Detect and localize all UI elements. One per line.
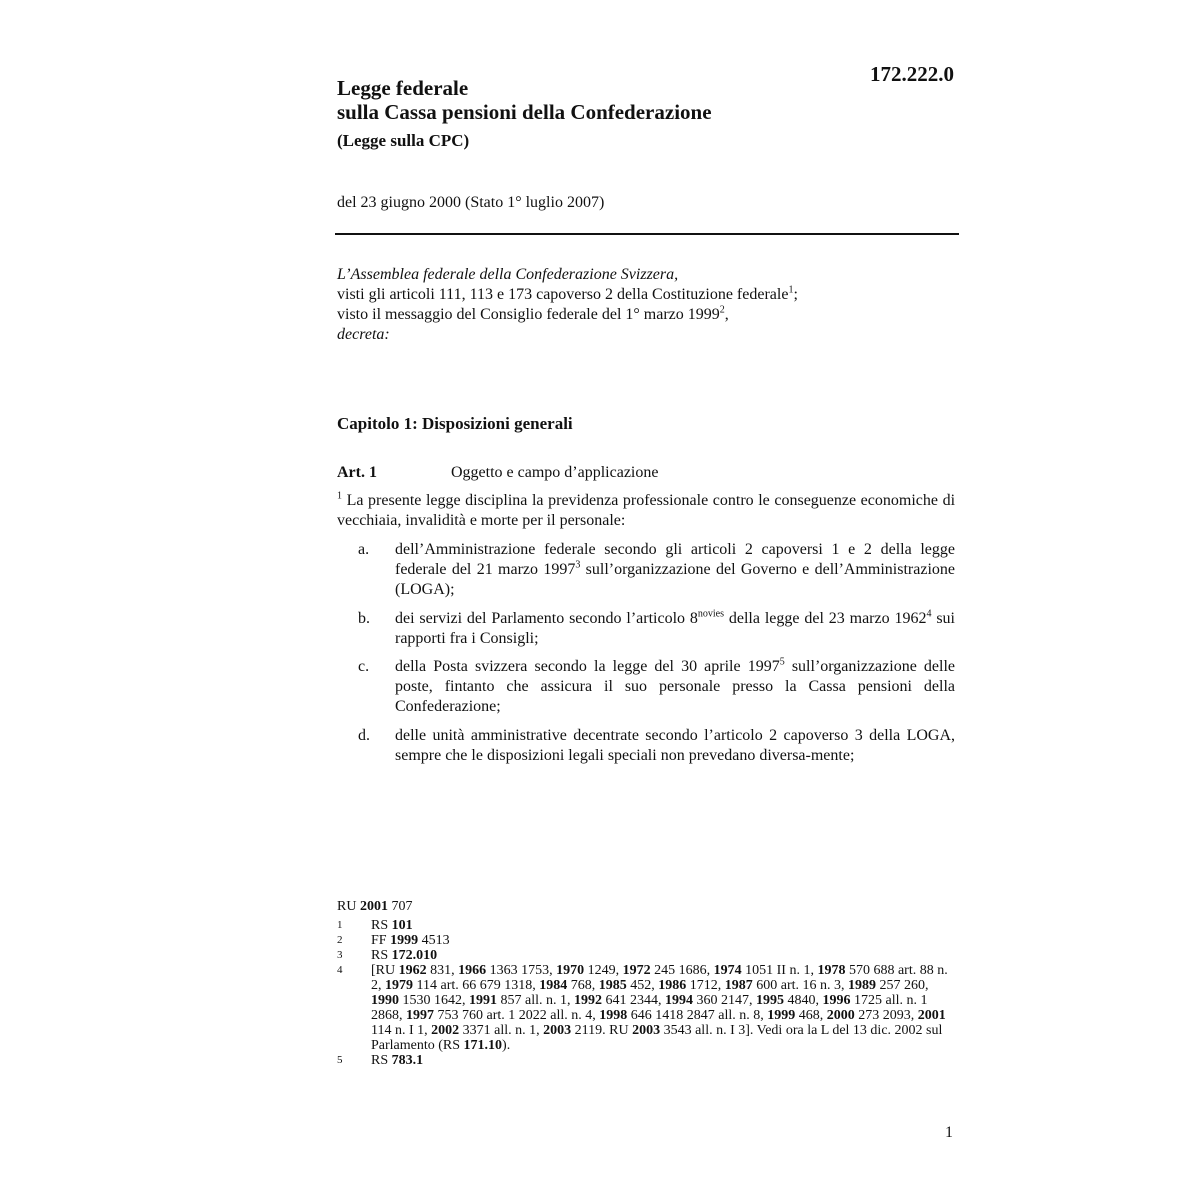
visto-end: , — [724, 306, 729, 323]
list-text-part: sull’organizzazione del Governo e dell’Amministrazione (LOGA); — [395, 561, 955, 598]
page-number: 1 — [945, 1124, 953, 1141]
article-paragraph — [337, 491, 955, 531]
title-line-2: sulla Cassa pensioni della Confederazione — [337, 100, 712, 124]
preamble-decreta: decreta: — [337, 326, 390, 343]
footnote-ref-3[interactable]: 3 — [575, 559, 581, 571]
article-heading-text: Oggetto e campo d’applicazione — [451, 464, 659, 481]
footnote-bold: 172.010 — [391, 948, 438, 963]
footnote-number: 5 — [337, 1054, 343, 1066]
footnote-ref-5[interactable]: 5 — [779, 656, 785, 668]
list-item-b — [337, 609, 955, 649]
footnote-prefix: RS — [371, 1053, 389, 1068]
footnote-prefix: RS — [371, 918, 389, 933]
list-text-part: dei servizi del Parlamento secondo l’articolo 8 — [395, 610, 698, 627]
footnote-bold: 101 — [391, 918, 413, 933]
list-text-part: sull’organizzazione delle poste, fintanto che assicura il suo personale presso la Cassa pensioni della Confederazione; — [395, 658, 956, 715]
preamble-visto — [337, 305, 957, 325]
footnote-bold: 783.1 — [391, 1053, 424, 1068]
footnote-number: 4 — [337, 964, 343, 976]
footnote-bold: 1999 — [390, 933, 419, 948]
list-item-c — [337, 657, 955, 717]
paragraph-text: La presente legge disciplina la previdenza professionale contro le conseguenze economiche di vecchiaia, invalidità e morte per il personale: — [337, 492, 956, 529]
ru-prefix: RU — [337, 899, 357, 914]
footnote-number: 2 — [337, 934, 343, 946]
footnote-prefix: RS — [371, 948, 389, 963]
novies-superscript: novies — [697, 608, 724, 620]
title-short: (Legge sulla CPC) — [337, 131, 470, 150]
visto-text: visto il messaggio del Consiglio federale del 1° marzo 1999 — [337, 306, 720, 323]
preamble-visti — [337, 285, 957, 305]
footnote-5 — [337, 1053, 957, 1068]
chapter-title: Capitolo 1: Disposizioni generali — [337, 414, 573, 433]
list-letter: a. — [358, 541, 370, 558]
list-item-d — [337, 726, 955, 766]
list-text-part: sui rapporti fra i Consigli; — [395, 610, 956, 647]
article-number: Art. 1 — [337, 464, 377, 481]
ru-year: 2001 — [359, 899, 388, 914]
header-divider — [335, 233, 959, 235]
footnote-prefix: FF — [371, 933, 387, 948]
footnote-rest: 4513 — [421, 933, 450, 948]
footnotes — [337, 899, 957, 1068]
list-letter: c. — [358, 658, 370, 675]
list-letter: b. — [358, 610, 370, 627]
footnote-3 — [337, 948, 957, 963]
paragraph-number: 1 — [337, 490, 342, 502]
preamble-authority: L’Assemblea federale della Confederazione Svizzera, — [337, 266, 679, 283]
law-title — [337, 76, 837, 151]
article-heading — [337, 464, 957, 482]
footnote-number: 1 — [337, 919, 343, 931]
sr-number: 172.222.0 — [870, 62, 954, 86]
list-item-a — [337, 540, 955, 600]
list-text-part: della legge del 23 marzo 1962 — [724, 610, 927, 627]
footnote-ref-1[interactable]: 1 — [788, 284, 794, 296]
footnote-ref-4[interactable]: 4 — [926, 608, 932, 620]
footnote-1 — [337, 918, 957, 933]
footnote-4-text: [RU 1962 831, 1966 1363 1753, 1970 1249, 1972 245 1686, 1974 1051 II n. 1, 1978 570 688 art. 88 n. 2, 1979 114 art. 66 679 1318, 1984 768, 1985 452, 1986 1712, 1987 600 art. 16 n. 3, 1989 257 260, 1990 1530 1642, 1991 857 all. n. 1, 1992 641 2344, 1994 360 2147, 1995 4840, 1996 1725 all. n. 1 2868, 1997 753 760 art. 1 2022 all. n. 4, 1998 646 1418 2847 all. n. 8, 1999 468, 2000 273 2093, 2001 114 n. I 1, 2002 3371 all. n. 1, 2003 2119. RU 2003 3543 all. n. I 3]. Vedi ora la L del 13 dic. 2002 sul Parlamento (RS 171.10). — [371, 963, 948, 1053]
ru-reference — [337, 899, 957, 914]
title-line-1: Legge federale — [337, 76, 469, 100]
list-text — [395, 540, 955, 600]
footnote-number: 3 — [337, 949, 343, 961]
visti-text: visti gli articoli 111, 113 e 173 capoverso 2 della Costituzione federale — [337, 286, 789, 303]
list-text-part: dell’Amministrazione federale secondo gli articoli 2 capoversi 1 e 2 della legge federale del 21 marzo 1997 — [395, 541, 955, 578]
footnote-ref-2[interactable]: 2 — [719, 304, 725, 316]
list-text — [395, 657, 955, 717]
ru-page: 707 — [391, 899, 413, 914]
list-text — [395, 609, 955, 649]
list-text: delle unità amministrative decentrate secondo l’articolo 2 capoverso 3 della LOGA, sempre che le disposizioni legali speciali non prevedano diversa-mente; — [395, 727, 955, 764]
visti-end: ; — [793, 286, 798, 303]
list-letter: d. — [358, 727, 370, 744]
preamble — [337, 265, 957, 345]
footnote-4 — [337, 963, 957, 1053]
footnote-2 — [337, 933, 957, 948]
law-date: del 23 giugno 2000 (Stato 1° luglio 2007) — [337, 194, 605, 211]
list-text-part: della Posta svizzera secondo la legge del 30 aprile 1997 — [395, 658, 780, 675]
